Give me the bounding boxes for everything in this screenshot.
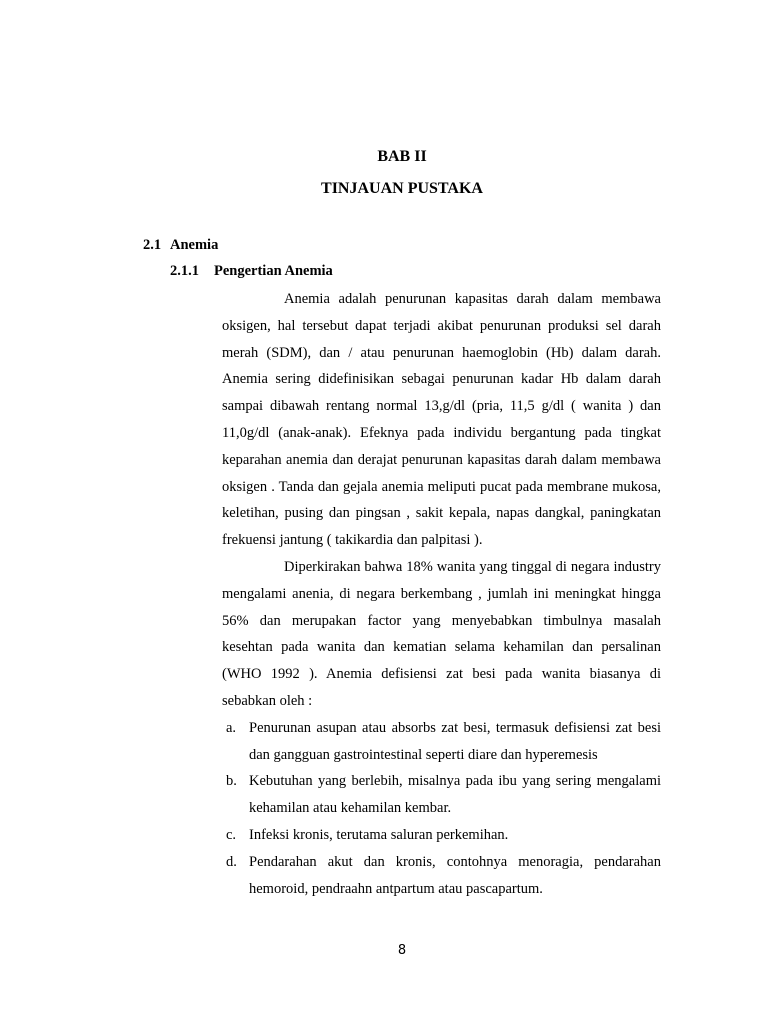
- chapter-label: BAB II: [377, 148, 427, 165]
- list-text: Infeksi kronis, terutama saluran perkemihan.: [249, 826, 509, 843]
- page-number: 8: [397, 943, 407, 958]
- section-title: Anemia: [170, 237, 219, 253]
- list-item: [222, 849, 661, 903]
- list-text: Pendarahan akut dan kronis, contohnya menoragia, pendarahan hemoroid, pendraahn antpartum atau pascapartum.: [249, 853, 661, 897]
- list-item: [222, 768, 661, 822]
- subsection-heading: [170, 261, 333, 281]
- body-text: [222, 286, 661, 902]
- list-marker: b.: [226, 773, 237, 790]
- cause-list: [222, 715, 661, 903]
- subsection-title: Pengertian Anemia: [214, 263, 333, 279]
- list-text: Kebutuhan yang berlebih, misalnya pada ibu yang sering mengalami kehamilan atau kehamilan kembar.: [249, 773, 661, 817]
- list-item: [222, 822, 661, 849]
- list-marker: c.: [226, 826, 237, 843]
- chapter-title: TINJAUAN PUSTAKA: [321, 180, 483, 197]
- list-item: [222, 715, 661, 769]
- section-heading: [143, 235, 218, 255]
- subsection-number: 2.1.1: [170, 263, 199, 279]
- section-number: 2.1: [143, 237, 162, 253]
- paragraph: Diperkirakan bahwa 18% wanita yang tinggal di negara industry mengalami anenia, di negara berkembang , jumlah ini meningkat hingga 56% dan merupakan factor yang menyebabkan timbulnya masalah kesehtan pada wanita dan kematian selama kehamilan dan persalinan (WHO 1992 ). Anemia defisiensi zat besi pada wanita biasanya di sebabkan oleh :: [222, 558, 661, 709]
- paragraph: Anemia adalah penurunan kapasitas darah dalam membawa oksigen, hal tersebut dapat terjadi akibat penurunan produksi sel darah merah (SDM), dan / atau penurunan haemoglobin (Hb) dalam darah. Anemia sering didefinisikan sebagai penurunan kadar Hb dalam darah sampai dibawah rentang normal 13,g/dl (pria, 11,5 g/dl ( wanita ) dan 11,0g/dl (anak-anak). Efeknya pada individu bergantung pada tingkat keparahan anemia dan derajat penurunan kapasitas darah dalam membawa oksigen . Tanda dan gejala anemia meliputi pucat pada membrane mukosa, keletihan, pusing dan pingsan , sakit kepala, napas dangkal, paningkatan frekuensi jantung ( takikardia dan palpitasi ).: [222, 291, 661, 549]
- list-marker: d.: [226, 853, 237, 870]
- list-marker: a.: [226, 719, 237, 736]
- list-text: Penurunan asupan atau absorbs zat besi, termasuk defisiensi zat besi dan gangguan gastrointestinal seperti diare dan hyperemesis: [249, 719, 661, 763]
